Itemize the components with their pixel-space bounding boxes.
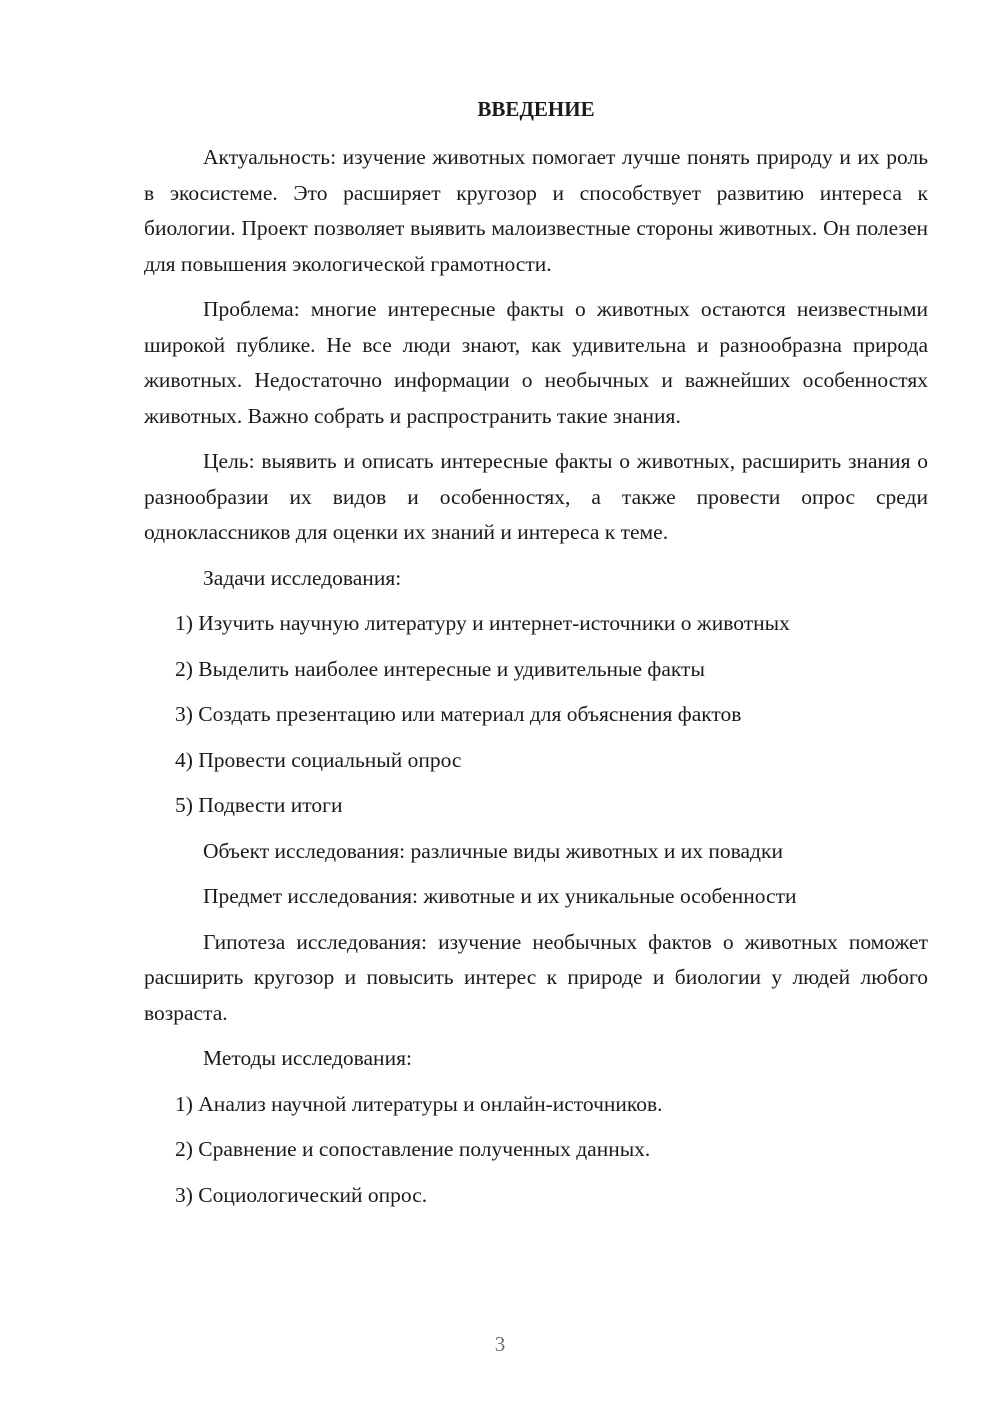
hypothesis-paragraph: Гипотеза исследования: изучение необычных фактов о животных поможет расширить кругозор и повысить интерес к природе и биологии у людей любого возраста.	[144, 929, 928, 1025]
task-item: 3) Создать презентацию или материал для объяснения фактов	[175, 702, 742, 726]
section-heading: ВВЕДЕНИЕ	[477, 97, 595, 121]
method-item: 1) Анализ научной литературы и онлайн-источников.	[175, 1091, 663, 1116]
subject-line: Предмет исследования: животные и их уникальные особенности	[203, 884, 797, 908]
task-item: 5) Подвести итоги	[175, 793, 343, 817]
method-item: 2) Сравнение и сопоставление полученных данных.	[175, 1137, 651, 1161]
relevance-paragraph: Актуальность: изучение животных помогает лучше понять природу и их роль в экосистеме. Это расширяет кругозор и способствует развитию интереса к биологии. Проект позволяет выявить малоизвестные стороны животных. Он полезен для повышения экологической грамотности.	[144, 145, 928, 276]
method-item: 3) Социологический опрос.	[175, 1182, 428, 1207]
problem-paragraph: Проблема: многие интересные факты о животных остаются неизвестными широкой публике. Не все люди знают, как удивительна и разнообразна природа животных. Недостаточно информации о необычных и важнейших особенностях животных. Важно собрать и распространить такие знания.	[144, 297, 928, 428]
methods-heading: Методы исследования:	[203, 1046, 412, 1070]
object-line: Объект исследования: различные виды животных и их повадки	[203, 838, 783, 863]
task-item: 1) Изучить научную литературу и интернет-источники о животных	[175, 611, 790, 635]
task-item: 2) Выделить наиболее интересные и удивительные факты	[175, 656, 705, 681]
page-number: 3	[494, 1332, 506, 1356]
document-page	[144, 92, 928, 1223]
task-item: 4) Провести социальный опрос	[175, 747, 462, 772]
goal-paragraph: Цель: выявить и описать интересные факты о животных, расширить знания о разнообразии их видов и особенностях, а также провести опрос среди одноклассников для оценки их знаний и интереса к теме.	[144, 449, 928, 544]
tasks-heading: Задачи исследования:	[203, 565, 402, 590]
